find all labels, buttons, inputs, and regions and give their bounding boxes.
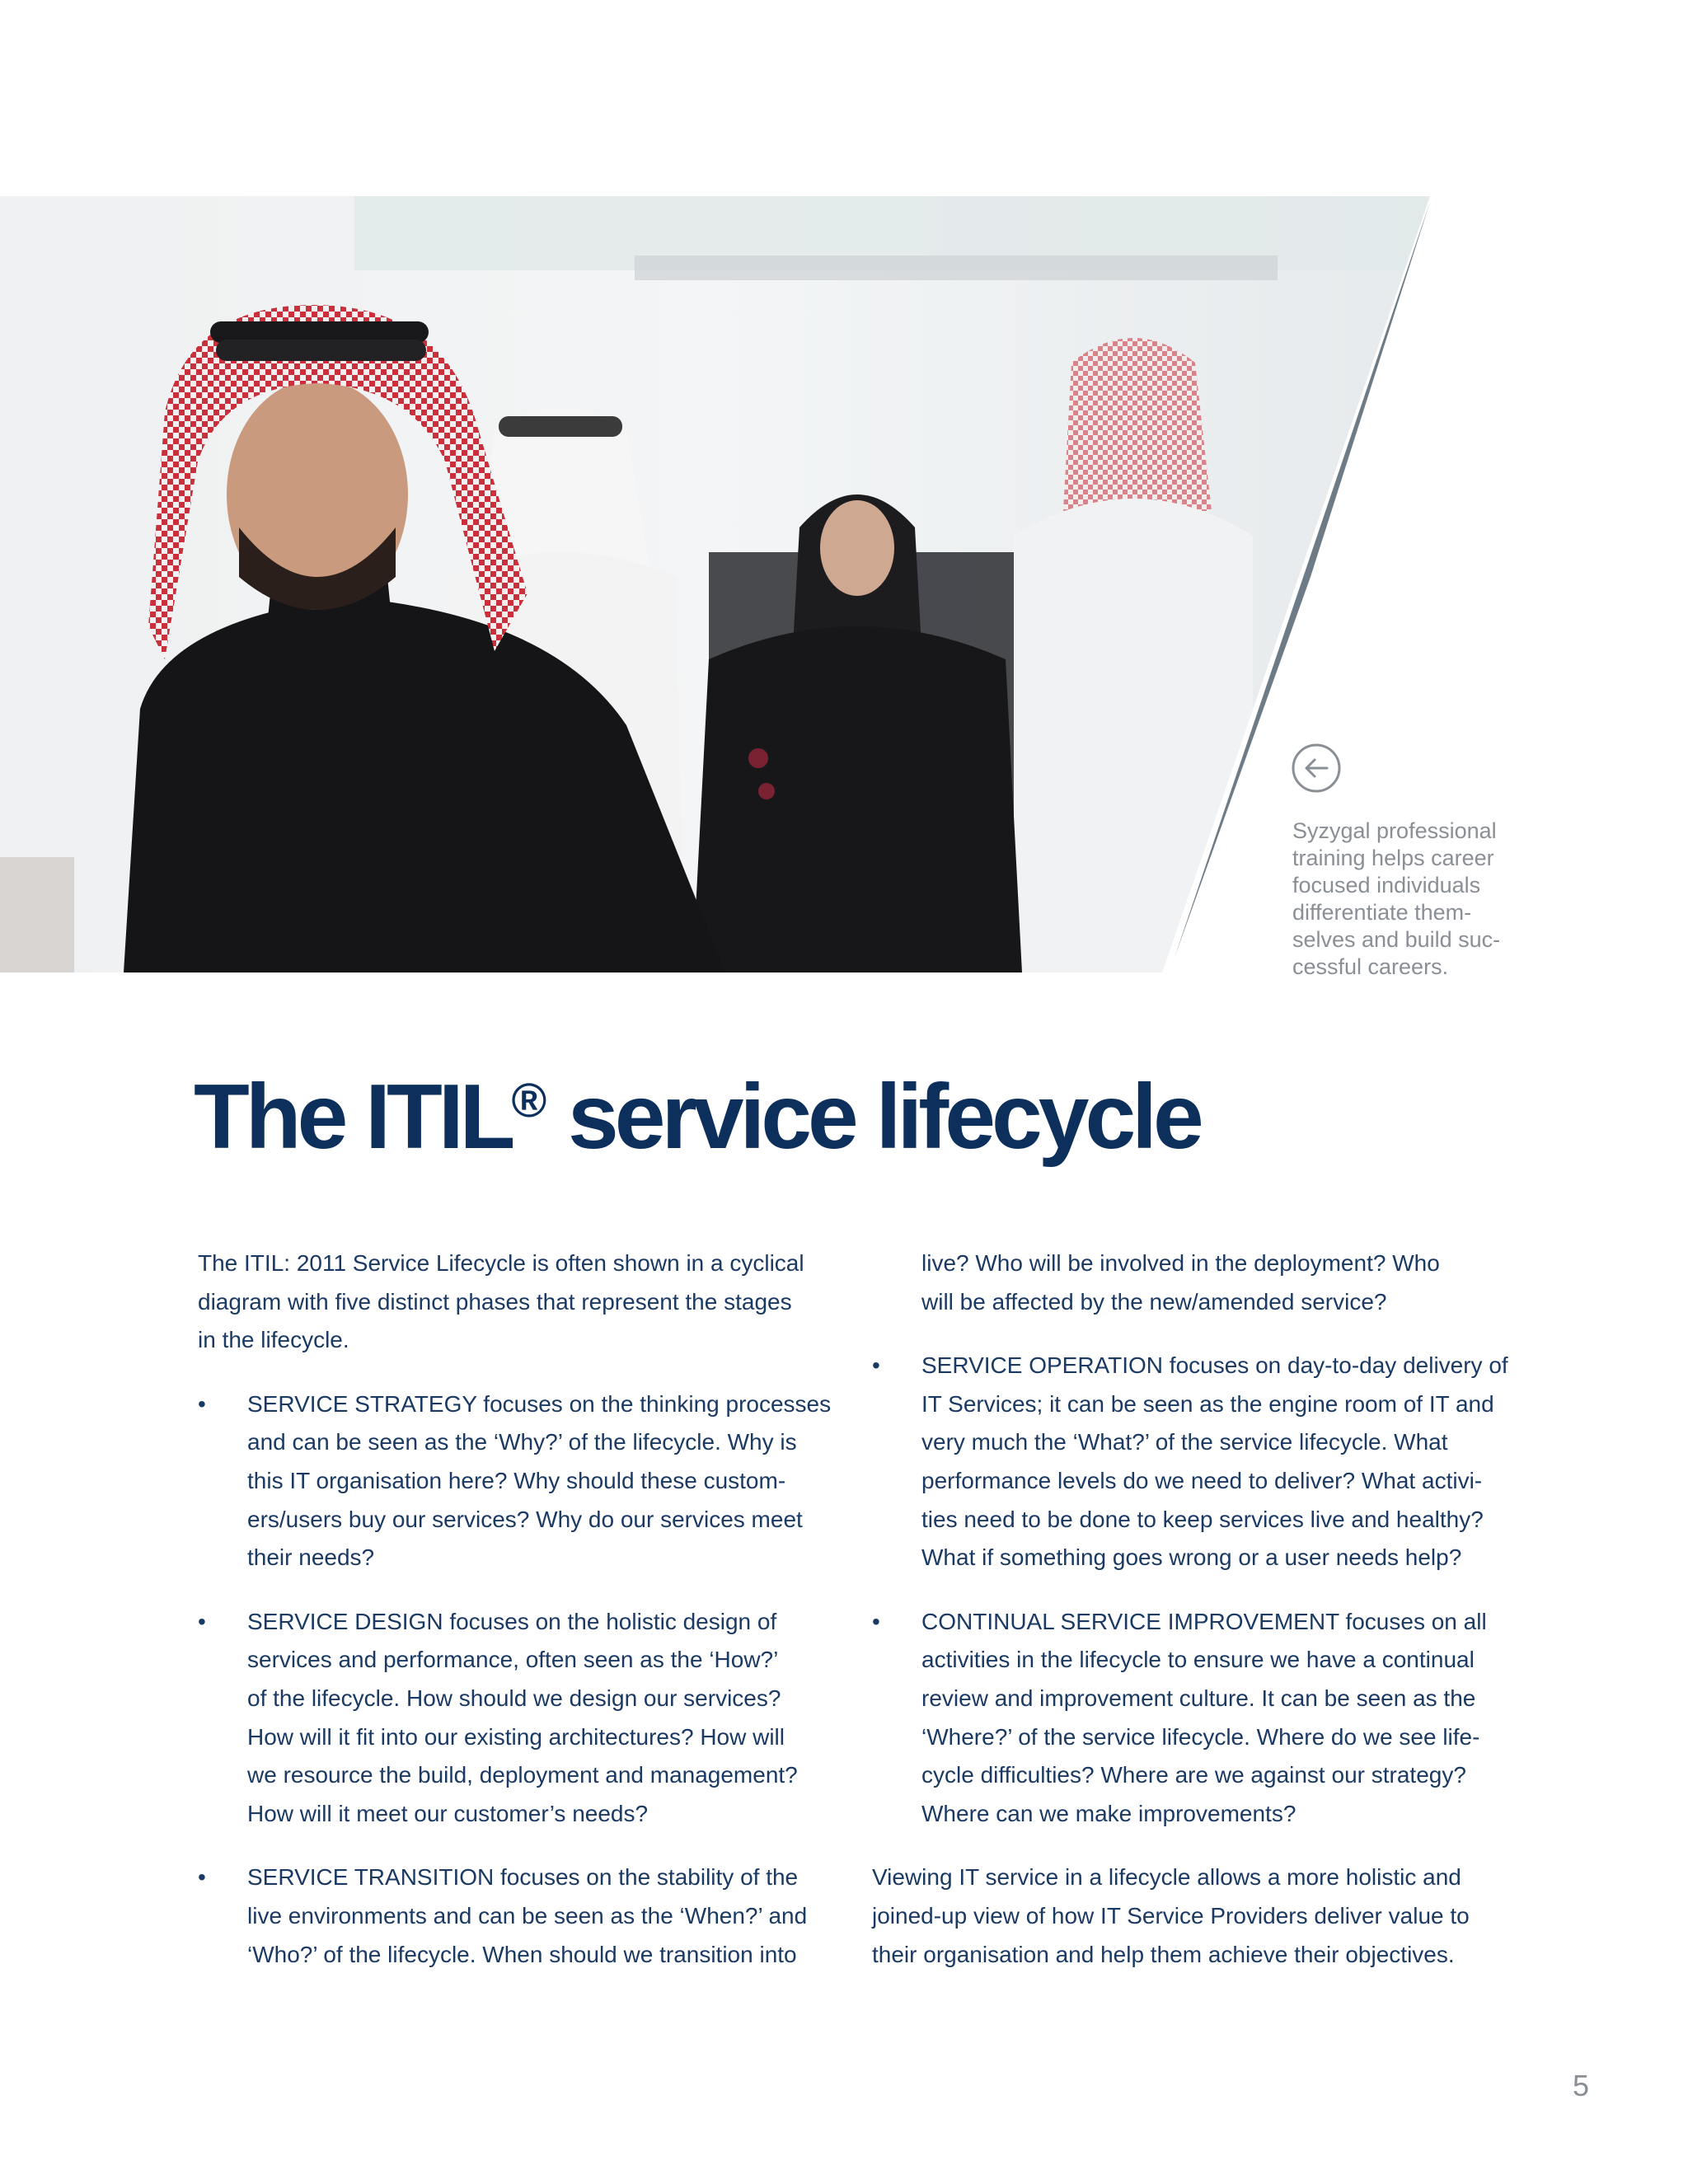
bullet-marker: • bbox=[872, 1352, 880, 1379]
hero-caption: Syzygal professional training helps career focused individuals differentiate them- selves and build suc- cessful careers. bbox=[1292, 818, 1501, 979]
page-title bbox=[194, 1063, 1200, 1186]
left-column bbox=[198, 1244, 841, 1999]
bullet-marker: • bbox=[872, 1608, 880, 1634]
registered-mark: ® bbox=[511, 1074, 547, 1127]
list-item-continuation bbox=[872, 1244, 1515, 1321]
list-item bbox=[198, 1858, 841, 1974]
intro-paragraph: The ITIL: 2011 Service Lifecycle is often shown in a cyclical diagram with five distinct phases that represent the stages in the lifecycle. bbox=[198, 1250, 804, 1353]
bullet-marker: • bbox=[198, 1608, 206, 1634]
left-bullet-list bbox=[198, 1385, 841, 1974]
list-item bbox=[198, 1603, 841, 1834]
list-item bbox=[872, 1347, 1515, 1577]
bullet-text: SERVICE STRATEGY focuses on the thinking processes and can be seen as the ‘Why?’ of the lifecycle. Why is this IT organisation here? Why should these custom- ers/users buy our services? Why do our services meet their needs? bbox=[247, 1390, 832, 1571]
bullet-marker: • bbox=[198, 1864, 206, 1891]
arrow-left-circle-icon[interactable] bbox=[1291, 743, 1342, 794]
bullet-text: SERVICE TRANSITION focuses on the stability of the live environments and can be seen as the ‘When?’ and ‘Who?’ of the lifecycle. When should we transition into bbox=[247, 1864, 808, 1967]
bullet-text: live? Who will be involved in the deployment? Who will be affected by the new/amended service? bbox=[921, 1250, 1440, 1315]
right-bullet-list bbox=[872, 1244, 1515, 1833]
list-item bbox=[198, 1385, 841, 1577]
page-number: 5 bbox=[1573, 2069, 1590, 2102]
bullet-text: CONTINUAL SERVICE IMPROVEMENT focuses on all activities in the lifecycle to ensure we have a continual review and improvement culture. It can be seen as the ‘Where?’ of the service lifecycle. Where do we see life- cycle difficulties? Where are we against our strategy? Where can we make improvements? bbox=[921, 1608, 1487, 1826]
title-main: The ITIL bbox=[194, 1066, 512, 1168]
closing-paragraph: Viewing IT service in a lifecycle allows a more holistic and joined-up view of how IT Service Providers deliver value to their organisation and help them achieve their objectives. bbox=[872, 1864, 1470, 1967]
list-item bbox=[872, 1603, 1515, 1834]
title-rest: service lifecycle bbox=[546, 1066, 1200, 1168]
bullet-text: SERVICE DESIGN focuses on the holistic design of services and performance, often seen as the ‘How?’ of the lifecycle. How should we design our services? How will it fit into our existing architectures? How will we resource the build, deployment and management? How will it meet our customer’s needs? bbox=[247, 1608, 798, 1826]
bullet-marker: • bbox=[198, 1390, 206, 1417]
bullet-text: SERVICE OPERATION focuses on day-to-day delivery of IT Services; it can be seen as the engine room of IT and very much the ‘What?’ of the service lifecycle. What performance levels do we need to deliver? What activi- ties need to be done to keep services live and healthy? What if something goes wrong or a user needs help? bbox=[921, 1352, 1508, 1571]
right-column bbox=[872, 1244, 1515, 1999]
